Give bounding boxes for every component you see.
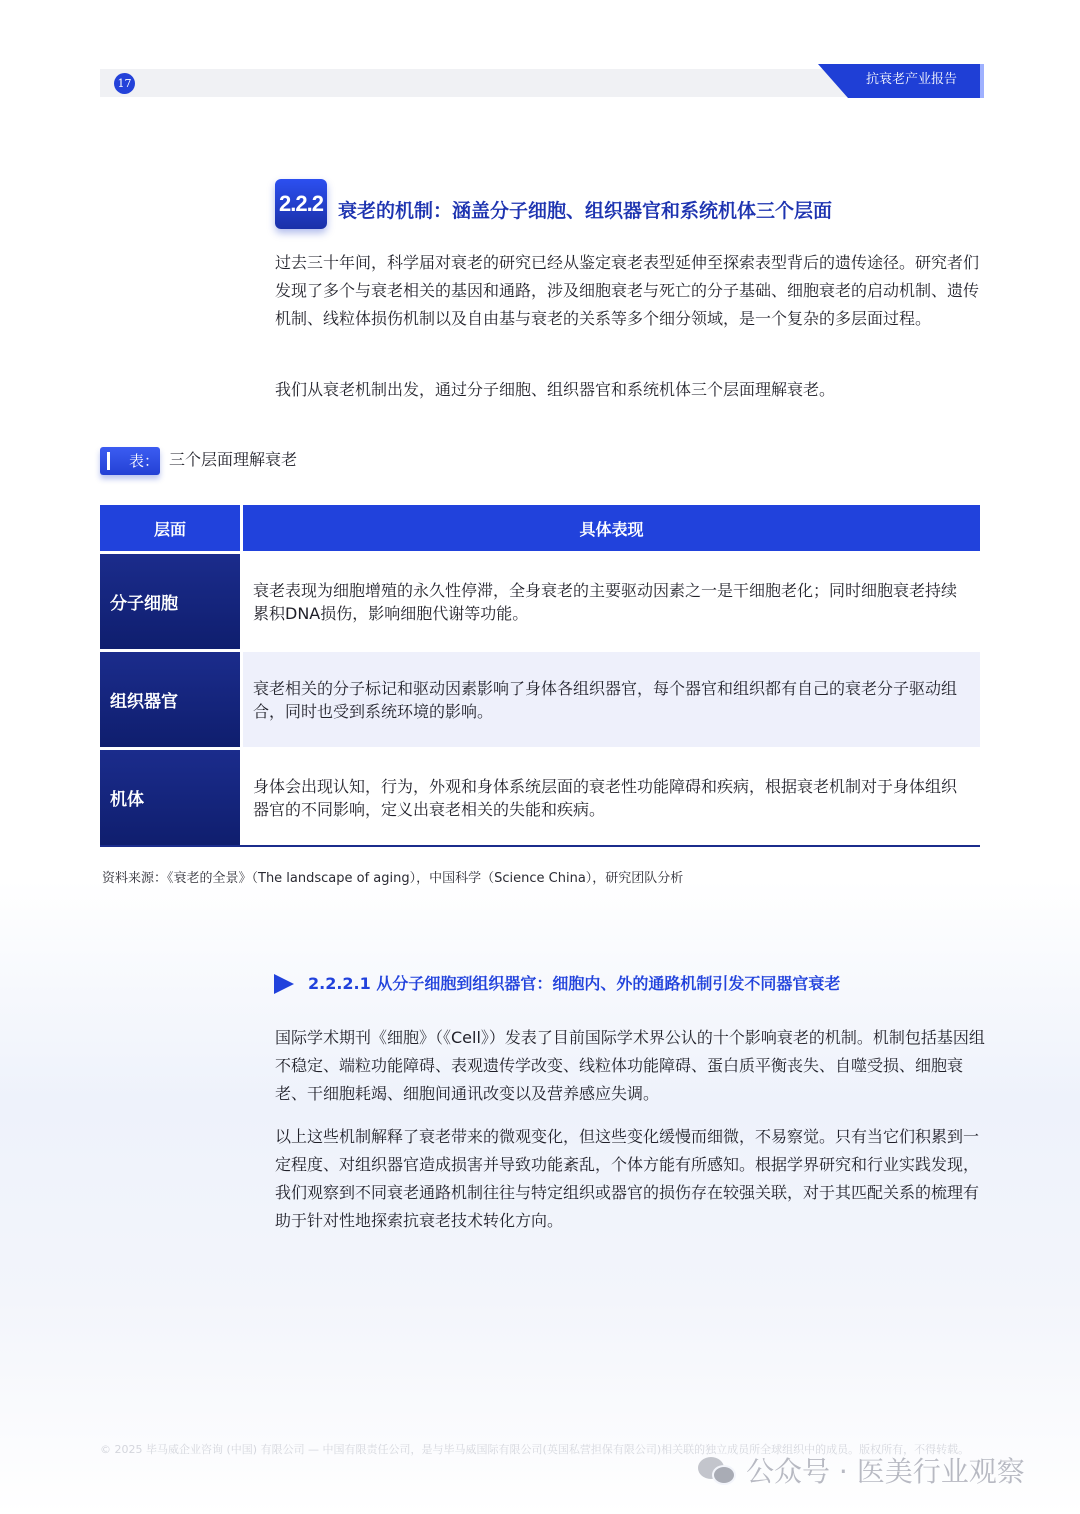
watermark bbox=[698, 1450, 1058, 1490]
table-source: 资料来源：《衰老的全景》（The landscape of aging），中国科学（Science China），研究团队分析 bbox=[102, 871, 684, 886]
table-cell-detail: 衰老相关的分子标记和驱动因素影响了身体各组织器官，每个器官和组织都有自己的衰老分子驱动组合，同时也受到系统环境的影响。 bbox=[243, 652, 980, 747]
subsection-paragraph-2: 以上这些机制解释了衰老带来的微观变化，但这些变化缓慢而细微，不易察觉。只有当它们积累到一定程度、对组织器官造成损害并导致功能紊乱，个体方能有所感知。根据学界研究和行业实践发现，我们观察到不同衰老通路机制往往与特定组织或器官的损伤存在较强关联，对于其匹配关系的梳理有助于针对性地探索抗衰老技术转化方向。 bbox=[275, 1127, 980, 1230]
footer-copyright: © 2025 毕马威企业咨询 (中国) 有限公司 — 中国有限责任公司，是与毕马威国际有限公司(英国私营担保有限公司)相关联的独立成员所全球组织中的成员。版权所有，不得转载。 bbox=[100, 1443, 970, 1456]
table-cell-level: 组织器官 bbox=[100, 652, 240, 747]
section-title: 衰老的机制：涵盖分子细胞、组织器官和系统机体三个层面 bbox=[338, 200, 833, 222]
section-paragraph-1: 过去三十年间，科学届对衰老的研究已经从鉴定衰老表型延伸至探索表型背后的遗传途径。研究者们发现了多个与衰老相关的基因和通路，涉及细胞衰老与死亡的分子基础、细胞衰老的启动机制、遗传机制、线粒体损伤机制以及自由基与衰老的关系等多个细分领域，是一个复杂的多层面过程。 bbox=[275, 253, 980, 328]
report-title: 抗衰老产业报告 bbox=[866, 72, 958, 87]
table-row bbox=[100, 750, 980, 845]
table-row bbox=[100, 652, 980, 747]
table-header-detail: 具体表现 bbox=[243, 505, 980, 551]
table-cell-detail: 身体会出现认知，行为，外观和身体系统层面的衰老性功能障碍和疾病，根据衰老机制对于身体组织器官的不同影响，定义出衰老相关的失能和疾病。 bbox=[253, 776, 958, 819]
table-row bbox=[100, 554, 980, 649]
table-header-level: 层面 bbox=[100, 505, 240, 551]
section-paragraph-2: 我们从衰老机制出发，通过分子细胞、组织器官和系统机体三个层面理解衰老。 bbox=[275, 380, 836, 399]
table-label-tag bbox=[100, 447, 160, 475]
levels-table bbox=[100, 505, 980, 847]
page-number: 17 bbox=[114, 73, 135, 94]
table-cell-level: 分子细胞 bbox=[100, 554, 240, 649]
table-header-row bbox=[100, 505, 980, 551]
wechat-icon bbox=[698, 1455, 738, 1485]
table-bottom-rule bbox=[100, 845, 980, 847]
section-number-badge: 2.2.2 bbox=[275, 179, 327, 229]
table-cell-level: 机体 bbox=[100, 750, 240, 845]
play-arrow-icon bbox=[274, 974, 294, 994]
subsection-title: 2.2.2.1 从分子细胞到组织器官：细胞内、外的通路机制引发不同器官衰老 bbox=[308, 974, 841, 993]
table-cell-detail: 衰老表现为细胞增殖的永久性停滞，全身衰老的主要驱动因素之一是干细胞老化；同时细胞衰老持续累积DNA损伤，影响细胞代谢等功能。 bbox=[253, 580, 958, 623]
subsection-paragraph-1: 国际学术期刊《细胞》（《Cell》）发表了目前国际学术界公认的十个影响衰老的机制。机制包括基因组不稳定、端粒功能障碍、表观遗传学改变、线粒体功能障碍、蛋白质平衡丧失、自噬受损、细胞衰老、干细胞耗竭、细胞间通讯改变以及营养感应失调。 bbox=[275, 1028, 985, 1103]
table-label-text: 表： bbox=[129, 452, 160, 470]
watermark-text: 公众号 · 医美行业观察 bbox=[746, 1455, 1025, 1488]
table-caption: 三个层面理解衰老 bbox=[169, 450, 298, 469]
